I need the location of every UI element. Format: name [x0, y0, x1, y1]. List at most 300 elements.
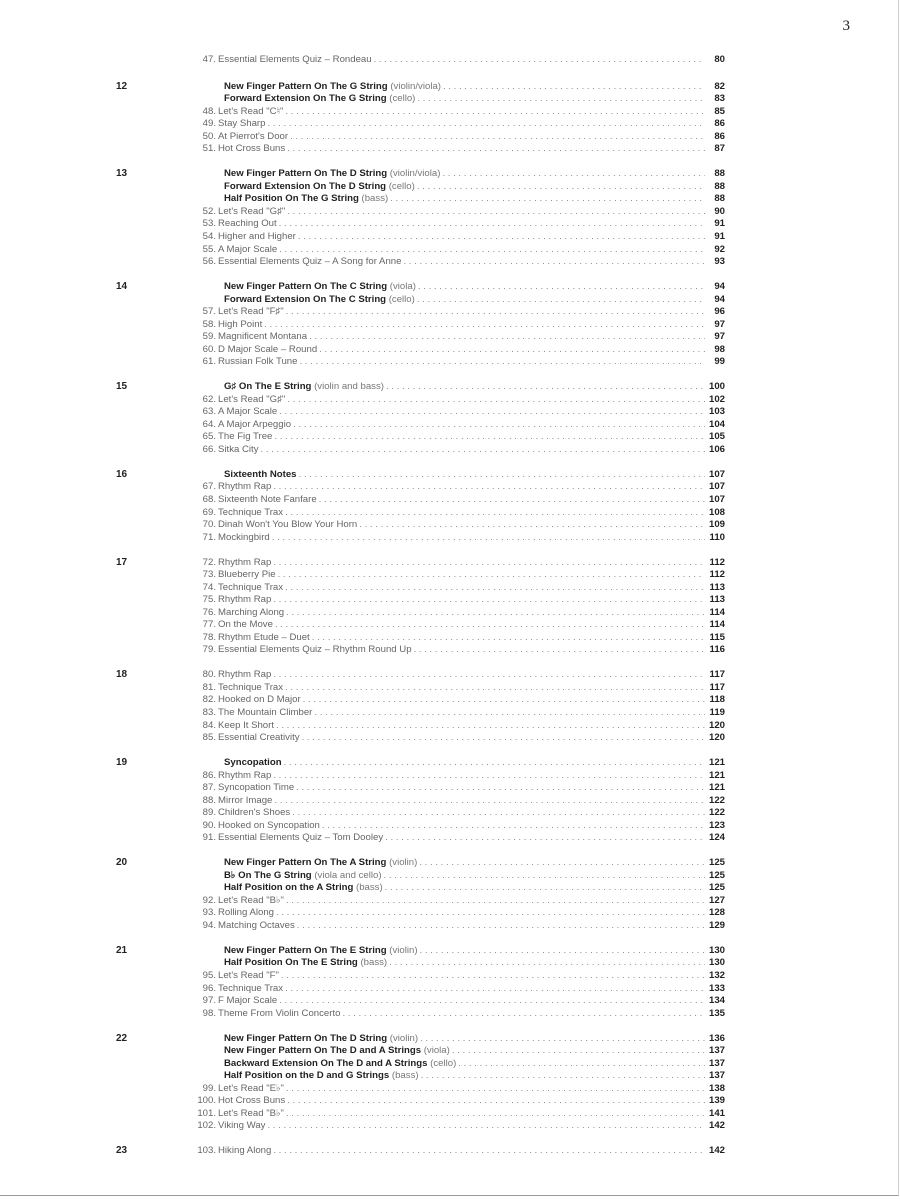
entry-title-text: Half Position On The E String — [224, 957, 358, 969]
entry-page-number: 114 — [709, 619, 725, 631]
entry-number: 58. — [202, 318, 216, 330]
entry-instrument-note: (cello) — [430, 1057, 457, 1069]
entry-title — [218, 1008, 342, 1021]
toc-entry[interactable] — [0, 557, 900, 570]
toc-heading-entry[interactable] — [0, 469, 900, 482]
entry-page-number: 110 — [709, 531, 725, 543]
entry-title — [218, 118, 267, 131]
toc-heading-entry[interactable] — [0, 181, 900, 194]
toc-entry[interactable] — [0, 143, 900, 156]
entry-title-text: New Finger Pattern On The C String — [224, 280, 388, 292]
entry-title — [218, 807, 292, 820]
entry-title-text: Rhythm Rap — [218, 556, 272, 568]
dot-leader — [273, 594, 705, 607]
entry-page-number: 100 — [708, 381, 725, 393]
dot-leader — [417, 294, 705, 307]
dot-leader — [276, 907, 705, 920]
entry-page-number: 120 — [708, 732, 725, 744]
entry-page-number: 108 — [708, 506, 725, 518]
entry-title-text: Syncopation Time — [218, 782, 295, 794]
entry-number: 96. — [202, 982, 216, 994]
entry-title-text: Forward Extension On The D String — [224, 180, 387, 192]
entry-title-text: F Major Scale — [218, 995, 278, 1007]
entry-title-text: The Mountain Climber — [218, 706, 313, 718]
dot-leader — [389, 957, 705, 970]
entry-title-text: Essential Elements Quiz – Rhythm Round Up — [218, 644, 412, 656]
dot-leader — [279, 406, 705, 419]
entry-title-text: Sixteenth Notes — [224, 468, 297, 480]
entry-title-text: Sixteenth Note Fanfare — [218, 493, 317, 505]
lesson-number: 16 — [116, 468, 128, 480]
entry-title — [218, 444, 261, 457]
entry-page-number: 114 — [709, 606, 725, 618]
toc-heading-entry[interactable] — [0, 882, 900, 895]
entry-page-number: 128 — [708, 907, 725, 919]
entry-title — [224, 882, 385, 895]
toc-entry[interactable] — [0, 770, 900, 783]
entry-title-text: Essential Elements Quiz – Rondeau — [218, 54, 372, 65]
dot-leader — [267, 118, 705, 131]
entry-page-number: 137 — [708, 1070, 725, 1082]
entry-number: 91. — [202, 832, 216, 844]
dot-leader — [414, 644, 705, 657]
entry-page-number: 88 — [714, 180, 725, 192]
entry-number: 82. — [202, 694, 216, 706]
dot-leader — [359, 519, 705, 532]
entry-title-text: A Major Arpeggio — [218, 418, 292, 430]
entry-number: 56. — [202, 256, 216, 268]
dot-leader — [264, 319, 705, 332]
entry-title — [218, 607, 286, 620]
toc-entry[interactable] — [0, 970, 900, 983]
toc-heading-entry[interactable] — [0, 294, 900, 307]
toc-entry[interactable] — [0, 256, 900, 269]
entry-title — [218, 632, 312, 645]
entry-title — [224, 469, 299, 482]
toc-entry[interactable] — [0, 669, 900, 682]
dot-leader — [458, 1058, 705, 1071]
lesson-number: 18 — [116, 669, 128, 681]
entry-page-number: 99 — [714, 356, 725, 368]
toc-section — [0, 669, 900, 744]
entry-page-number: 132 — [708, 969, 725, 981]
entry-title — [224, 957, 389, 970]
toc-heading-entry[interactable] — [0, 1045, 900, 1058]
toc-section — [0, 757, 900, 845]
entry-page-number: 86 — [714, 118, 725, 130]
entry-title — [218, 920, 297, 933]
toc-entry[interactable] — [0, 607, 900, 620]
entry-page-number: 130 — [708, 944, 725, 956]
toc-entry[interactable] — [0, 694, 900, 707]
toc-entry[interactable] — [0, 682, 900, 695]
entry-page-number: 92 — [714, 243, 725, 255]
entry-title-text: Let's Read "F" — [218, 969, 279, 981]
entry-title — [224, 1045, 452, 1058]
entry-title — [224, 193, 390, 206]
table-of-contents — [0, 54, 900, 1170]
entry-title-text: Technique Trax — [218, 982, 284, 994]
entry-title — [218, 770, 273, 783]
entry-title — [224, 168, 442, 181]
entry-page-number: 97 — [714, 318, 725, 330]
entry-number: 72. — [202, 556, 216, 568]
entry-title-text: Marching Along — [218, 606, 285, 618]
entry-title-text: A Major Scale — [218, 406, 278, 418]
dot-leader — [290, 131, 705, 144]
toc-heading-entry[interactable] — [0, 93, 900, 106]
entry-number: 65. — [202, 431, 216, 443]
toc-entry[interactable] — [0, 732, 900, 745]
dot-leader — [275, 619, 705, 632]
entry-page-number: 137 — [708, 1045, 725, 1057]
entry-title-text: Hooked on Syncopation — [218, 819, 320, 831]
entry-title — [224, 1033, 420, 1046]
entry-instrument-note: (violin/viola) — [390, 80, 441, 92]
entry-title-text: Essential Creativity — [218, 732, 300, 744]
lesson-number: 15 — [116, 381, 128, 393]
entry-title-text: Hooked on D Major — [218, 694, 301, 706]
toc-entry[interactable] — [0, 720, 900, 733]
entry-page-number: 142 — [708, 1120, 725, 1132]
entry-title-text: Theme From Violin Concerto — [218, 1007, 341, 1019]
toc-entry[interactable] — [0, 644, 900, 657]
dot-leader — [286, 306, 705, 319]
entry-page-number: 136 — [708, 1032, 725, 1044]
entry-number: 74. — [202, 581, 216, 593]
toc-entry[interactable] — [0, 394, 900, 407]
entry-page-number: 113 — [709, 594, 725, 606]
toc-section — [0, 54, 900, 67]
dot-leader — [314, 707, 705, 720]
entry-page-number: 82 — [714, 80, 725, 92]
dot-leader — [278, 569, 705, 582]
dot-leader — [302, 732, 705, 745]
toc-entry[interactable] — [0, 507, 900, 520]
dot-leader — [292, 807, 705, 820]
toc-entry[interactable] — [0, 106, 900, 119]
toc-entry[interactable] — [0, 632, 900, 645]
dot-leader — [287, 143, 705, 156]
entry-page-number: 93 — [714, 256, 725, 268]
toc-entry[interactable] — [0, 782, 900, 795]
entry-number: 92. — [202, 894, 216, 906]
entry-title-text: New Finger Pattern On The E String — [224, 944, 387, 956]
entry-title — [218, 1083, 286, 1096]
entry-number: 98. — [202, 1007, 216, 1019]
entry-page-number: 129 — [708, 919, 725, 931]
entry-number: 100. — [197, 1095, 216, 1107]
toc-heading-entry[interactable] — [0, 1033, 900, 1046]
toc-entry[interactable] — [0, 920, 900, 933]
dot-leader — [452, 1045, 705, 1058]
dot-leader — [285, 582, 705, 595]
entry-page-number: 112 — [709, 556, 725, 568]
entry-page-number: 90 — [714, 205, 725, 217]
entry-number: 95. — [202, 969, 216, 981]
entry-page-number: 115 — [709, 631, 725, 643]
dot-leader — [403, 256, 705, 269]
entry-title-text: Hot Cross Buns — [218, 143, 286, 155]
toc-entry[interactable] — [0, 431, 900, 444]
dot-leader — [261, 444, 705, 457]
entry-title — [218, 256, 403, 269]
entry-page-number: 141 — [708, 1107, 725, 1119]
entry-number: 86. — [202, 769, 216, 781]
toc-entry[interactable] — [0, 594, 900, 607]
entry-title — [218, 582, 285, 595]
entry-page-number: 117 — [709, 681, 725, 693]
entry-page-number: 91 — [714, 230, 725, 242]
toc-entry[interactable] — [0, 331, 900, 344]
toc-heading-entry[interactable] — [0, 381, 900, 394]
entry-page-number: 121 — [708, 769, 725, 781]
toc-heading-entry[interactable] — [0, 1070, 900, 1083]
entry-title — [224, 81, 443, 94]
entry-title-text: New Finger Pattern On The D String — [224, 168, 388, 180]
toc-heading-entry[interactable] — [0, 168, 900, 181]
dot-leader — [285, 507, 705, 520]
lesson-number: 20 — [116, 857, 128, 869]
entry-number: 64. — [202, 418, 216, 430]
toc-entry[interactable] — [0, 344, 900, 357]
toc-entry[interactable] — [0, 1108, 900, 1121]
toc-entry[interactable] — [0, 444, 900, 457]
dot-leader — [273, 1145, 705, 1158]
toc-entry[interactable] — [0, 569, 900, 582]
entry-title — [218, 394, 287, 407]
toc-entry[interactable] — [0, 532, 900, 545]
entry-page-number: 88 — [714, 193, 725, 205]
entry-page-number: 120 — [708, 719, 725, 731]
toc-entry[interactable] — [0, 481, 900, 494]
toc-heading-entry[interactable] — [0, 81, 900, 94]
dot-leader — [287, 206, 705, 219]
entry-page-number: 138 — [708, 1082, 725, 1094]
entry-title — [218, 832, 385, 845]
toc-entry[interactable] — [0, 1145, 900, 1158]
entry-title — [224, 294, 417, 307]
entry-number: 93. — [202, 907, 216, 919]
entry-number: 99. — [202, 1082, 216, 1094]
toc-entry[interactable] — [0, 306, 900, 319]
entry-number: 49. — [202, 118, 216, 130]
dot-leader — [298, 231, 705, 244]
entry-page-number: 122 — [708, 794, 725, 806]
toc-entry[interactable] — [0, 494, 900, 507]
dot-leader — [303, 694, 705, 707]
entry-title — [218, 406, 279, 419]
toc-heading-entry[interactable] — [0, 281, 900, 294]
entry-page-number: 94 — [714, 280, 725, 292]
toc-heading-entry[interactable] — [0, 757, 900, 770]
entry-page-number: 94 — [714, 293, 725, 305]
toc-entry[interactable] — [0, 218, 900, 231]
entry-title-text: Mockingbird — [218, 531, 270, 543]
toc-section — [0, 945, 900, 1020]
entry-title-text: Hot Cross Buns — [218, 1095, 286, 1107]
entry-title-text: Mirror Image — [218, 794, 273, 806]
entry-page-number: 107 — [708, 468, 725, 480]
entry-title-text: New Finger Pattern On The G String — [224, 80, 388, 92]
entry-page-number: 105 — [708, 431, 725, 443]
entry-title-text: Sitka City — [218, 443, 259, 455]
dot-leader — [297, 920, 705, 933]
entry-number: 62. — [202, 393, 216, 405]
toc-heading-entry[interactable] — [0, 870, 900, 883]
toc-section — [0, 281, 900, 369]
entry-title — [218, 231, 298, 244]
entry-title-text: Let's Read "C♮" — [218, 105, 284, 117]
toc-entry[interactable] — [0, 406, 900, 419]
dot-leader — [312, 632, 705, 645]
toc-entry[interactable] — [0, 519, 900, 532]
lesson-number: 21 — [116, 944, 128, 956]
entry-number: 59. — [202, 331, 216, 343]
toc-entry[interactable] — [0, 707, 900, 720]
entry-page-number: 121 — [708, 756, 725, 768]
entry-page-number: 106 — [708, 443, 725, 455]
entry-title-text: Let's Read "E♭" — [218, 1082, 284, 1094]
entry-page-number: 102 — [708, 393, 725, 405]
entry-title-text: Magnificent Montana — [218, 331, 308, 343]
entry-title — [218, 907, 276, 920]
toc-entry[interactable] — [0, 231, 900, 244]
entry-page-number: 119 — [709, 706, 725, 718]
entry-page-number: 123 — [708, 819, 725, 831]
toc-heading-entry[interactable] — [0, 957, 900, 970]
toc-entry[interactable] — [0, 1008, 900, 1021]
entry-title — [218, 344, 319, 357]
entry-title-text: Hiking Along — [218, 1145, 272, 1157]
entry-page-number: 83 — [714, 93, 725, 105]
entry-number: 47. — [202, 54, 216, 65]
toc-entry[interactable] — [0, 1095, 900, 1108]
entry-title-text: Let's Read "G♯" — [218, 205, 286, 217]
toc-heading-entry[interactable] — [0, 193, 900, 206]
dot-leader — [279, 218, 705, 231]
entry-title-text: Let's Read "G♯" — [218, 393, 286, 405]
entry-title-text: Forward Extension On The G String — [224, 93, 387, 105]
toc-entry[interactable] — [0, 356, 900, 369]
toc-heading-entry[interactable] — [0, 857, 900, 870]
toc-entry[interactable] — [0, 895, 900, 908]
toc-entry[interactable] — [0, 983, 900, 996]
entry-title-text: Rhythm Rap — [218, 769, 272, 781]
entry-title — [218, 218, 279, 231]
toc-heading-entry[interactable] — [0, 945, 900, 958]
entry-title — [218, 143, 287, 156]
dot-leader — [273, 481, 705, 494]
toc-entry[interactable] — [0, 820, 900, 833]
entry-title — [218, 820, 322, 833]
entry-title — [218, 1095, 287, 1108]
entry-title — [218, 106, 285, 119]
dot-leader — [281, 970, 705, 983]
entry-number: 103. — [197, 1145, 216, 1157]
lesson-number: 22 — [116, 1032, 128, 1044]
toc-entry[interactable] — [0, 995, 900, 1008]
toc-entry[interactable] — [0, 118, 900, 131]
entry-number: 63. — [202, 406, 216, 418]
entry-page-number: 87 — [714, 143, 725, 155]
entry-title — [218, 54, 374, 67]
toc-section — [0, 381, 900, 456]
dot-leader — [442, 168, 705, 181]
entry-number: 61. — [202, 356, 216, 368]
entry-page-number: 91 — [714, 218, 725, 230]
toc-entry[interactable] — [0, 244, 900, 257]
entry-number: 50. — [202, 130, 216, 142]
toc-entry[interactable] — [0, 807, 900, 820]
entry-title-text: Higher and Higher — [218, 230, 296, 242]
dot-leader — [319, 344, 705, 357]
toc-entry[interactable] — [0, 131, 900, 144]
entry-page-number: 122 — [708, 807, 725, 819]
entry-number: 88. — [202, 794, 216, 806]
toc-entry[interactable] — [0, 319, 900, 332]
entry-title-text: Let's Read "B♭" — [218, 1107, 284, 1119]
entry-instrument-note: (viola) — [389, 280, 416, 292]
entry-number: 66. — [202, 443, 216, 455]
entry-title-text: Half Position on the D and G Strings — [224, 1070, 390, 1082]
dot-leader — [287, 1095, 705, 1108]
lesson-number: 23 — [116, 1145, 128, 1157]
page-number: 3 — [842, 18, 850, 34]
toc-entry[interactable] — [0, 582, 900, 595]
dot-leader — [418, 281, 705, 294]
entry-number: 53. — [202, 218, 216, 230]
lesson-number: 17 — [116, 556, 128, 568]
toc-entry[interactable] — [0, 832, 900, 845]
entry-title-text: Half Position on the A String — [224, 882, 354, 894]
entry-page-number: 109 — [708, 519, 725, 531]
entry-title-text: Matching Octaves — [218, 919, 295, 931]
entry-instrument-note: (cello) — [389, 93, 416, 105]
toc-entry[interactable] — [0, 1120, 900, 1133]
entry-number: 54. — [202, 230, 216, 242]
toc-entry[interactable] — [0, 795, 900, 808]
entry-title-text: Rolling Along — [218, 907, 275, 919]
dot-leader — [299, 356, 705, 369]
entry-title — [218, 557, 273, 570]
toc-entry[interactable] — [0, 907, 900, 920]
toc-entry[interactable] — [0, 206, 900, 219]
toc-entry[interactable] — [0, 54, 900, 67]
toc-section — [0, 81, 900, 156]
dot-leader — [267, 1120, 705, 1133]
toc-entry[interactable] — [0, 1083, 900, 1096]
entry-title — [218, 532, 272, 545]
toc-heading-entry[interactable] — [0, 1058, 900, 1071]
entry-title — [224, 945, 420, 958]
entry-title — [218, 356, 299, 369]
entry-title-text: Children's Shoes — [218, 807, 291, 819]
dot-leader — [274, 795, 705, 808]
toc-entry[interactable] — [0, 619, 900, 632]
entry-page-number: 125 — [708, 869, 725, 881]
entry-title-text: Blueberry Pie — [218, 569, 276, 581]
dot-leader — [284, 757, 705, 770]
entry-title — [224, 870, 384, 883]
entry-title-text: Rhythm Rap — [218, 669, 272, 681]
toc-entry[interactable] — [0, 419, 900, 432]
entry-page-number: 117 — [709, 669, 725, 681]
entry-number: 60. — [202, 343, 216, 355]
entry-number: 81. — [202, 681, 216, 693]
entry-number: 84. — [202, 719, 216, 731]
entry-page-number: 107 — [708, 493, 725, 505]
